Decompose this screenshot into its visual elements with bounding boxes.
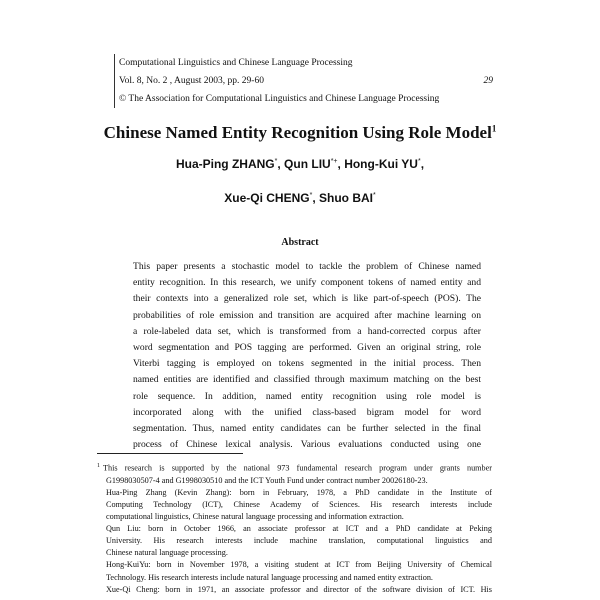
author-affiliation-mark: *+ [330,158,338,165]
copyright-line: © The Association for Computational Linguistics and Chinese Language Processing [119,94,440,104]
title-footnote-mark: 1 [491,123,497,134]
author-affiliation-mark: * [309,192,313,199]
abstract-body [133,259,481,453]
abstract-line: incorporated along with the unified class-based bigram model for word [133,406,481,418]
author-name: Hong-Kui YU [344,157,418,171]
footnote-line: Technology. His research interests include natural language processing and named entity extraction. [106,572,433,582]
footnote-line: Hua-Ping Zhang (Kevin Zhang): born in February, 1978, a PhD candidate in the Institute of [106,487,492,497]
journal-name: Computational Linguistics and Chinese Language Processing [119,58,353,68]
authors-line-2 [0,191,600,205]
author-name: Shuo BAI [319,191,373,205]
abstract-line: entity recognition. In this research, we unify component tokens of named entity and [133,277,481,289]
footnote-line: computational linguistics, Chinese natural language processing and information extraction. [106,512,404,522]
footnote-line: Chinese natural language processing. [106,548,228,558]
authors-line-1 [0,157,600,171]
abstract-line: Viterbi tagging is employed on tokens segmented in the initial process. Then [133,358,481,370]
author-separator: , [420,157,425,171]
author-name: Xue-Qi CHENG [224,191,310,205]
author-affiliation-mark: * [417,158,421,165]
abstract-line: their contexts into a generalized role set, which is like part-of-speech (POS). The [133,293,481,305]
page-number: 29 [483,76,493,86]
author-affiliation-mark: * [274,158,278,165]
paper-title [0,123,600,143]
author-separator: , [337,157,345,171]
author-name: Hua-Ping ZHANG [175,157,275,171]
abstract-line: a role-labeled data set, which is transformed from a hand-corrected corpus after [133,325,481,337]
abstract-line: process of Chinese lexical analysis. Various evaluations conducted using one [133,439,481,451]
paper-title-text: Chinese Named Entity Recognition Using Role Model [103,123,492,142]
footnote-line: G1998030507-4 and G1998030510 and the ICT Youth Fund under contract number 20026180-23. [106,475,428,485]
journal-volume-info: Vol. 8, No. 2 , August 2003, pp. 29-60 [119,76,264,86]
abstract-line: named entities are identified and classified through maximum matching on the best [133,374,481,386]
abstract-line: This paper presents a stochastic model to tackle the problem of Chinese named [133,261,481,272]
abstract-heading: Abstract [281,237,319,248]
journal-header [114,54,499,108]
footnote-mark: 1 [97,463,100,469]
abstract-line: probabilities of role emission and transition are acquired after machine learning on [133,309,481,321]
footnote-line: University. His research interests include machine translation, computational linguistics and [106,536,492,546]
author-name: Qun LIU [284,157,331,171]
author-separator: , [312,191,319,205]
footnote-line: Xue-Qi Cheng: born in 1971, an associate professor and director of the software division of ICT. His [106,584,492,594]
footnote-line: Qun Liu: born in October 1966, an associate professor at ICT and a PhD candidate at Peking [106,524,492,534]
author-affiliation-mark: * [373,192,376,199]
footnote-line [97,460,492,475]
footnotes [97,460,492,596]
footnote-text: This research is supported by the national 973 fundamental research program under grants number [103,463,492,473]
footnote-line: Computing Technology (ICT), Chinese Academy of Sciences. His research interests include [106,500,492,510]
footnote-divider [97,453,243,454]
footnote-line: Hong-KuiYu: born in November 1978, a visiting student at ICT from Beijing University of Chemical [106,560,492,570]
abstract-line: segmentation. Thus, named entity candidates can be further selected in the final [133,423,481,435]
abstract-line: role sequence. In addition, named entity recognition using role model is [133,390,481,402]
author-separator: , [277,157,285,171]
abstract-line: word segmentation and POS tagging are performed. Given an original string, role [133,342,481,354]
